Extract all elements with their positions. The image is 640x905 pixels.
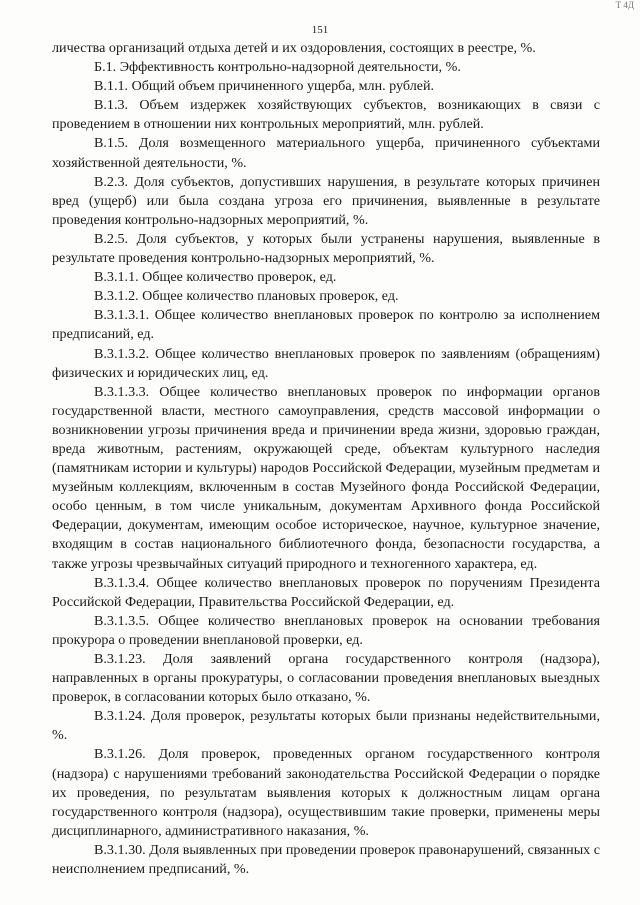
paragraph-v1-3: В.1.3. Объем издержек хозяйствующих субъектов, возникающих в связи с проведением в отношении них контрольных мероприятий, млн. рублей.	[52, 97, 600, 133]
paragraph-v3-1-3-1: В.3.1.3.1. Общее количество внеплановых проверок по контролю за исполнением предписаний, ед.	[52, 307, 600, 343]
paragraph-v3-1-2: В.3.1.2. Общее количество плановых проверок, ед.	[94, 288, 399, 305]
paragraph-continuation: личества организаций отдыха детей и их оздоровления, состоящих в реестре, %.	[52, 40, 536, 56]
paragraph-v1-1: В.1.1. Общий объем причиненного ущерба, млн. рублей.	[94, 78, 435, 95]
page-number: 151	[311, 24, 329, 36]
paragraph-b1: Б.1. Эффективность контрольно-надзорной деятельности, %.	[94, 59, 461, 76]
document-body	[52, 39, 600, 879]
corner-mark: Т 4Д	[615, 0, 634, 10]
paragraph-v3-1-3-2: В.3.1.3.2. Общее количество внеплановых проверок по заявлениям (обращениям) физических и юридических лиц, ед.	[52, 345, 600, 381]
paragraph-v3-1-24: В.3.1.24. Доля проверок, результаты которых были признаны недействительными, %.	[52, 708, 600, 744]
paragraph-v3-1-26: В.3.1.26. Доля проверок, проведенных органом государственного контроля (надзора) с нарушениями требований законодательства Российской Федерации о порядке их проведения, по результатам выявления которых к должностным лицам органа государственного контроля (надзора), осуществившим такие проверки, применены меры дисциплинарного, административного наказания, %.	[52, 746, 600, 839]
paragraph-v3-1-3-3: В.3.1.3.3. Общее количество внеплановых проверок по информации органов государственной власти, местного самоуправления, средств массовой информации о возникновении угрозы причинения вреда и причинении вреда жизни, здоровью граждан, вреда животным, растениям, окружающей среде, объектам культурного наследия (памятникам истории и культуры) народов Российской Федерации, музейным предметам и музейным коллекциям, включенным в состав Музейного фонда Российской Федерации, особо ценным, в том числе уникальным, документам Архивного фонда Российской Федерации, документам, имеющим особое историческое, научное, культурное значение, входящим в состав национального библиотечного фонда, безопасности государства, а также угрозы чрезвычайных ситуаций природного и техногенного характера, ед.	[52, 383, 600, 572]
paragraph-v3-1-3-4: В.3.1.3.4. Общее количество внеплановых проверок по поручениям Президента Российской Федерации, Правительства Российской Федерации, ед.	[52, 574, 600, 610]
paragraph-v3-1-3-5: В.3.1.3.5. Общее количество внеплановых проверок на основании требования прокурора о проведении внеплановой проверки, ед.	[52, 612, 600, 648]
paragraph-v2-5: В.2.5. Доля субъектов, у которых были устранены нарушения, выявленные в результате проведения контрольно-надзорных мероприятий, %.	[52, 230, 600, 267]
paragraph-v3-1-23: В.3.1.23. Доля заявлений органа государственного контроля (надзора), направленных в органы прокуратуры, о согласовании проведения внеплановых выездных проверок, в согласовании которых было отказано, %.	[52, 651, 600, 706]
paragraph-v2-3: В.2.3. Доля субъектов, допустивших нарушения, в результате которых причинен вред (ущерб) или была создана угроза его причинения, выявленные в результате проведения контрольно-надзорных мероприятий, %.	[52, 173, 600, 228]
paragraph-v3-1-1: В.3.1.1. Общее количество проверок, ед.	[94, 269, 337, 286]
paragraph-v1-5: В.1.5. Доля возмещенного материального ущерба, причиненного субъектами хозяйственной деятельности, %.	[52, 135, 600, 171]
paragraph-v3-1-30: В.3.1.30. Доля выявленных при проведении проверок правонарушений, связанных с неисполнением предписаний, %.	[52, 841, 600, 878]
